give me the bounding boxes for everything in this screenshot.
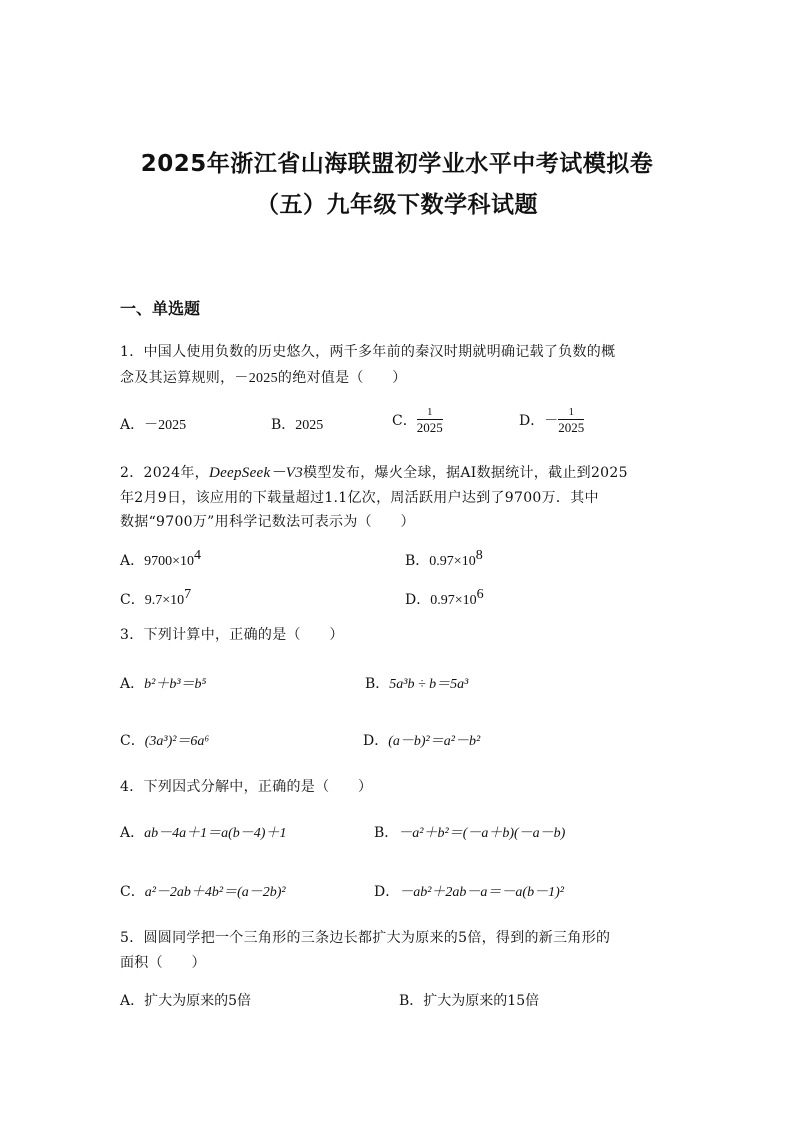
exam-title-line1: 2025年浙江省山海联盟初学业水平中考试模拟卷 [140,151,654,177]
fraction: $\frac{1}{2025}$ [416,406,443,435]
q5-option-b[interactable]: B．扩大为原来的15倍 [399,993,540,1009]
q2-text-line2: 年2月9日，该应用的下载量超过1.1亿次，周活跃用户达到了9700万．其中 [120,490,599,506]
q3-option-b[interactable]: B．5a³b ÷ b＝5a³ [365,676,469,692]
q5-text-line2: 面积（ ） [120,955,206,971]
q3-text-line1: 3．下列计算中，正确的是（ ） [120,627,344,643]
q4-text-line1: 4．下列因式分解中，正确的是（ ） [120,779,373,795]
exam-title-line2: （五）九年级下数学科试题 [256,192,538,218]
fraction: $\frac{1}{2025}$ [558,406,585,435]
q5-text-line1: 5．圆圆同学把一个三角形的三条边长都扩大为原来的5倍，得到的新三角形的 [120,930,611,946]
q1-text-line2: 念及其运算规则，－2025的绝对值是（ ） [120,370,407,386]
q4-option-d[interactable]: D．－ab²＋2ab－a＝－a(b－1)² [374,884,564,900]
q1-option-a[interactable]: A．－2025 [120,417,187,433]
q3-option-c[interactable]: C．(3a³)²＝6a⁶ [120,733,210,749]
q2-option-a[interactable]: A．$9700\times 10^4$ [120,548,202,569]
section-heading: 一、单选题 [120,299,201,318]
q2-option-b[interactable]: B．$0.97\times 10^8$ [405,548,483,569]
q3-option-a[interactable]: A．b²＋b³＝b⁵ [120,676,207,692]
q1-option-b[interactable]: B．2025 [271,417,324,433]
q2-option-c[interactable]: C．$9.7\times 10^7$ [120,587,192,608]
q2-option-d[interactable]: D．$0.97\times 10^6$ [405,587,484,608]
q2-model-name: DeepSeek－V3 [208,465,304,481]
q4-option-a[interactable]: A．ab－4a＋1＝a(b－4)＋1 [120,825,287,841]
q2-text-line1: 2．2024年，DeepSeek－V3模型发布，爆火全球，据AI数据统计，截止到2025 [120,465,628,481]
q3-option-d[interactable]: D．(a－b)²＝a²－b² [363,733,481,749]
q4-option-c[interactable]: C．a²－2ab＋4b²＝(a－2b)² [120,884,286,900]
q1-math: －2025 [234,371,278,386]
q2-text-line3: 数据“9700万”用科学记数法可表示为（ ） [120,514,415,530]
q1-option-d[interactable]: D．－ $\frac{1}{2025}$ [519,406,585,435]
q4-option-b[interactable]: B．－a²＋b²＝(－a＋b)(－a－b) [374,825,566,841]
q1-option-c[interactable]: C． $\frac{1}{2025}$ [392,406,443,435]
q5-option-a[interactable]: A．扩大为原来的5倍 [120,993,252,1009]
q1-text-line1: 1．中国人使用负数的历史悠久，两千多年前的秦汉时期就明确记载了负数的概 [120,344,616,360]
